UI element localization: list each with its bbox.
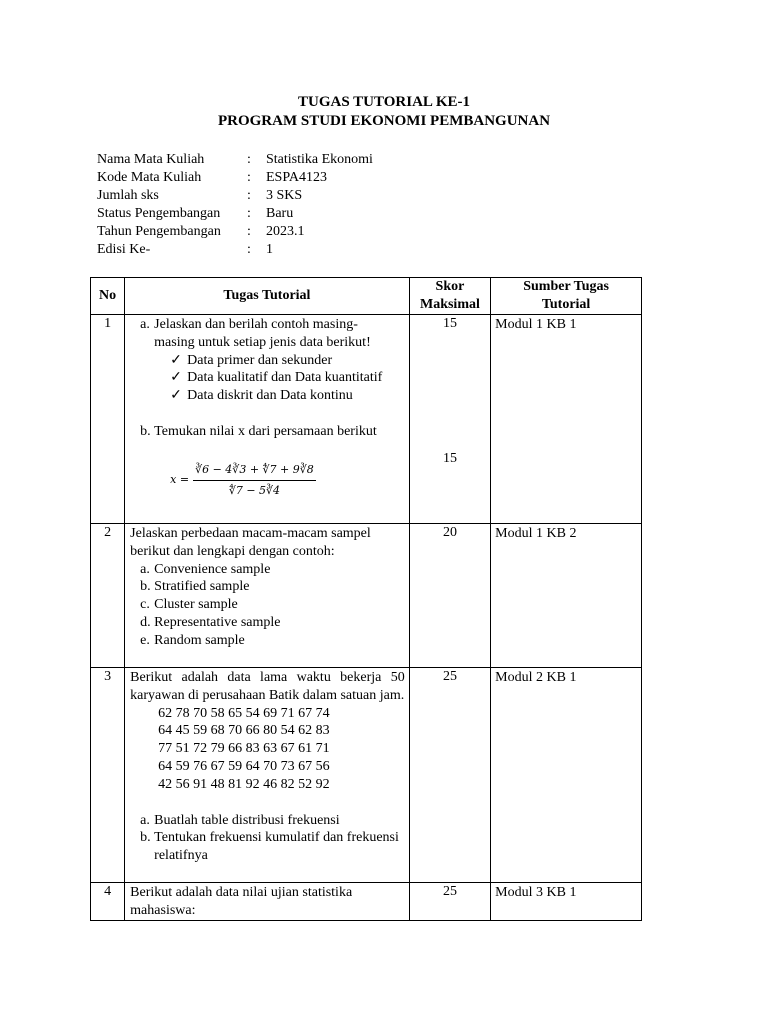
info-value: Baru — [266, 206, 294, 221]
item-marker: a. — [140, 317, 150, 332]
task-text: Temukan nilai x dari persamaan berikut — [154, 423, 377, 439]
item-text: Buatlah table distribusi frekuensi — [154, 812, 340, 828]
header-no: No — [91, 278, 125, 315]
task-cell — [125, 883, 410, 921]
item-text: Random sample — [154, 632, 245, 648]
task-cell — [125, 524, 410, 668]
item-text: Representative sample — [154, 614, 281, 630]
row-number: 3 — [91, 668, 125, 883]
data-line: 64 45 59 68 70 66 80 54 62 83 — [158, 723, 330, 739]
table-row — [91, 315, 642, 524]
skor-cell: 20 — [409, 524, 490, 668]
info-colon: : — [247, 188, 251, 203]
row-number: 4 — [91, 883, 125, 921]
task-cell — [125, 668, 410, 883]
item-marker: b. — [140, 830, 151, 846]
item-text: Cluster sample — [154, 597, 238, 613]
task-cell — [125, 315, 410, 524]
skor-value: 15 — [442, 316, 457, 331]
task-text: mahasiswa: — [130, 902, 196, 918]
tutorial-table — [90, 277, 642, 921]
data-line: 64 59 76 67 59 64 70 73 67 56 — [158, 758, 330, 774]
header-skor — [409, 278, 490, 315]
checkmark-icon: ✓ — [170, 388, 182, 404]
list-item — [130, 614, 405, 632]
task-text: berikut dan lengkapi dengan contoh: — [130, 543, 335, 559]
data-line: 42 56 91 48 81 92 46 82 52 92 — [158, 776, 330, 792]
info-value: 1 — [266, 242, 273, 257]
source-cell: Modul 3 KB 1 — [491, 883, 642, 921]
equation-fraction — [193, 461, 316, 500]
list-item — [130, 596, 405, 614]
document-title: TUGAS TUTORIAL KE-1 — [298, 94, 470, 110]
info-label: Jumlah sks — [97, 188, 159, 203]
item-marker: e. — [140, 632, 150, 648]
skor-cell: 25 — [409, 668, 490, 883]
item-text: Stratified sample — [154, 579, 250, 595]
task-text: Jelaskan perbedaan macam-macam sampel — [130, 526, 371, 541]
task-text: masing untuk setiap jenis data berikut! — [154, 334, 371, 350]
table-row — [91, 524, 642, 668]
info-label: Kode Mata Kuliah — [97, 170, 202, 185]
item-text: Tentukan frekuensi kumulatif dan frekuensi relatifnya — [154, 830, 399, 864]
info-colon: : — [247, 152, 251, 167]
equation-numerator: ∛6 − 4∛3 + ∜7 + 9∛8 — [193, 461, 316, 481]
header-source-line2: Tutorial — [541, 297, 591, 312]
equation-denominator: ∜7 − 5∛4 — [228, 483, 281, 497]
task-text: Berikut adalah data lama waktu bekerja 50 karyawan di perusahaan Batik dalam satuan jam. — [130, 670, 405, 703]
item-marker: b. — [140, 579, 151, 595]
check-text: Data kualitatif dan Data kuantitatif — [187, 370, 383, 386]
list-item — [130, 578, 405, 596]
check-text: Data diskrit dan Data kontinu — [187, 388, 353, 404]
source-cell: Modul 1 KB 2 — [491, 524, 642, 668]
row-number: 1 — [91, 315, 125, 524]
skor-cell — [409, 315, 490, 524]
table-row — [91, 883, 642, 921]
info-value: Statistika Ekonomi — [266, 152, 373, 167]
info-value: 3 SKS — [266, 188, 303, 203]
info-colon: : — [247, 224, 251, 239]
task-item-a — [130, 316, 405, 352]
header-task: Tugas Tutorial — [125, 278, 410, 315]
task-text: Jelaskan dan berilah contoh masing- — [154, 317, 358, 332]
checkmark-icon: ✓ — [170, 352, 182, 368]
item-marker: d. — [140, 614, 151, 630]
info-label: Edisi Ke- — [97, 242, 151, 257]
equation — [170, 461, 405, 500]
item-marker: a. — [140, 812, 150, 828]
data-line: 77 51 72 79 66 83 63 67 61 71 — [158, 741, 330, 757]
item-marker: c. — [140, 597, 150, 613]
info-label: Tahun Pengembangan — [97, 224, 221, 239]
info-value: ESPA4123 — [266, 170, 327, 185]
task-text: Berikut adalah data nilai ujian statistika — [130, 885, 353, 900]
task-item-b — [130, 423, 405, 441]
check-item — [170, 387, 405, 405]
info-label: Nama Mata Kuliah — [97, 152, 205, 167]
check-text: Data primer dan sekunder — [187, 352, 333, 368]
list-item — [130, 632, 405, 650]
header-source-line1: Sumber Tugas — [523, 279, 609, 295]
item-marker: b. — [140, 423, 151, 439]
info-colon: : — [247, 242, 251, 257]
check-item — [170, 369, 405, 387]
checkmark-icon: ✓ — [170, 370, 182, 386]
source-cell: Modul 1 KB 1 — [491, 315, 642, 524]
info-label: Status Pengembangan — [97, 206, 221, 221]
header-skor-line1: Skor — [435, 279, 465, 295]
program-title: PROGRAM STUDI EKONOMI PEMBANGUNAN — [217, 113, 551, 129]
header-source — [491, 278, 642, 315]
row-number: 2 — [91, 524, 125, 668]
info-colon: : — [247, 170, 251, 185]
source-cell: Modul 2 KB 1 — [491, 668, 642, 883]
list-item — [130, 812, 405, 830]
item-marker: a. — [140, 561, 150, 577]
check-item — [170, 352, 405, 370]
info-value: 2023.1 — [266, 224, 305, 239]
header-skor-line2: Maksimal — [419, 297, 480, 312]
item-text: Convenience sample — [154, 561, 271, 577]
table-row — [91, 668, 642, 883]
data-line: 62 78 70 58 65 54 69 71 67 74 — [158, 705, 330, 721]
info-colon: : — [247, 206, 251, 221]
list-item — [130, 829, 405, 865]
table-header-row — [91, 278, 642, 315]
list-item — [130, 561, 405, 579]
equation-lhs: x = — [170, 473, 190, 487]
skor-value: 15 — [442, 450, 457, 466]
skor-cell: 25 — [409, 883, 490, 921]
